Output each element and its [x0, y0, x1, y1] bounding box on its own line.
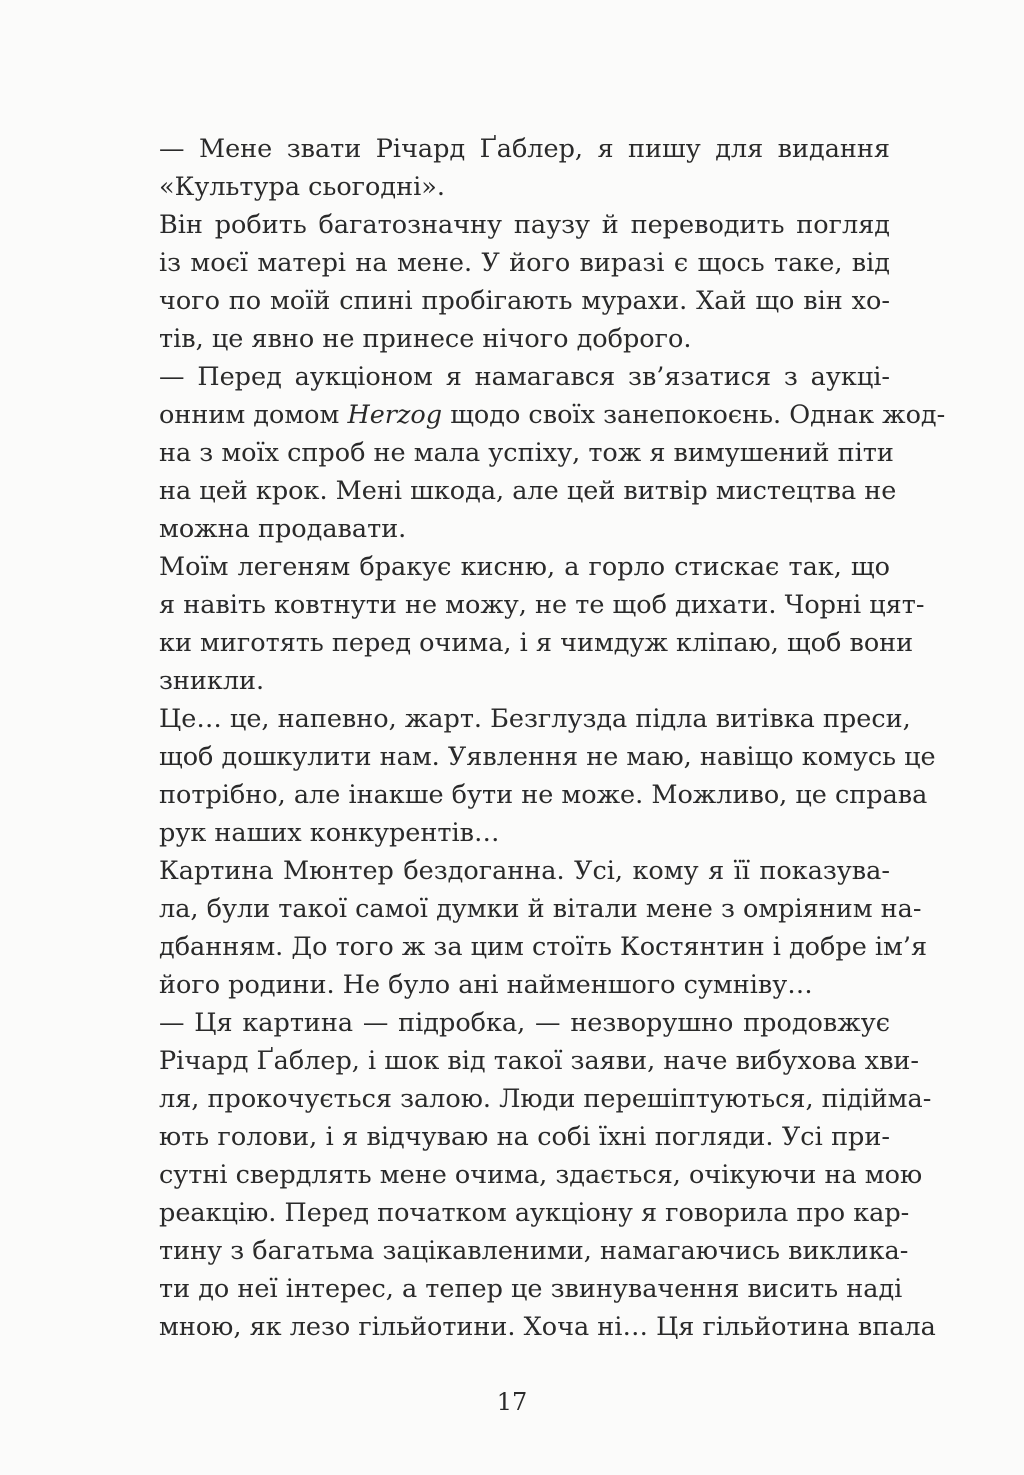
text-line: Це… це, напевно, жарт. Безглузда підла витівка преси, [159, 704, 911, 734]
text-fragment: онним домом [159, 400, 348, 430]
text-line: Моїм легеням бракує кисню, а горло стискає так, що [159, 552, 890, 582]
text-line: Картина Мюнтер бездоганна. Усі, кому я її показува- [159, 856, 890, 886]
text-line: тину з багатьма зацікавленими, намагаючись виклика- [159, 1236, 909, 1266]
text-line: чого по моїй спині пробігають мурахи. Хай що він хо- [159, 286, 890, 316]
text-line: щоб дошкулити нам. Уявлення не маю, навіщо комусь це [159, 742, 936, 772]
text-line: сутні свердлять мене очима, здається, очікуючи на мою [159, 1160, 923, 1190]
text-line: можна продавати. [159, 514, 407, 544]
text-line: потрібно, але інакше бути не може. Можливо, це справа [159, 780, 928, 810]
text-line: Річард Ґаблер, і шок від такої заяви, наче вибухова хви- [159, 1046, 920, 1076]
paragraph-5 [115, 700, 936, 852]
text-line [115, 396, 946, 434]
text-line: на з моїх спроб не мала успіху, тож я вимушений піти [159, 438, 894, 468]
paragraph-3 [115, 358, 946, 548]
text-line: ки миготять перед очима, і я чимдуж кліпаю, щоб вони [159, 628, 914, 658]
text-line: ти до неї інтерес, а тепер це звинувачення висить наді [159, 1274, 903, 1304]
text-fragment: щодо своїх занепокоєнь. Однак жод- [442, 400, 946, 430]
text-line: Він робить багатозначну паузу й переводить погляд [159, 210, 890, 240]
text-line: із моєї матері на мене. У його виразі є щось таке, від [159, 248, 890, 278]
text-line: рук наших конкурентів… [159, 818, 500, 848]
text-line: ють голови, і я відчуваю на собі їхні погляди. Усі при- [159, 1122, 890, 1152]
paragraph-1 [115, 130, 890, 206]
text-line: дбанням. До того ж за цим стоїть Костянтин і добре ім’я [159, 932, 928, 962]
paragraph-6 [115, 852, 928, 1004]
text-line: — Ця картина — підробка, — незворушно продовжує [159, 1008, 890, 1038]
paragraph-7 [115, 1004, 936, 1346]
text-line: ля, прокочується залою. Люди перешіптуються, підійма- [159, 1084, 932, 1114]
paragraph-2 [115, 206, 890, 358]
text-line: тів, це явно не принесе нічого доброго. [159, 324, 692, 354]
body-text [115, 130, 946, 1346]
text-line: на цей крок. Мені шкода, але цей витвір мистецтва не [159, 476, 897, 506]
text-line: мною, як лезо гільйотини. Хоча ні… Ця гільйотина впала [159, 1312, 936, 1342]
text-line: я навіть ковтнути не можу, не те щоб дихати. Чорні цят- [159, 590, 925, 620]
text-line: «Культура сьогодні». [159, 172, 445, 202]
text-line: зникли. [159, 666, 265, 696]
page-number: 17 [496, 1388, 528, 1416]
paragraph-4 [115, 548, 925, 700]
text-line: його родини. Не було ані найменшого сумніву… [159, 970, 813, 1000]
text-line: — Мене звати Річард Ґаблер, я пишу для видання [159, 134, 890, 164]
auction-house-name: Herzog [347, 400, 443, 430]
text-line: реакцію. Перед початком аукціону я говорила про кар- [159, 1198, 910, 1228]
text-line: — Перед аукціоном я намагався зв’язатися з аукці- [159, 362, 890, 392]
text-line: ла, були такої самої думки й вітали мене з омріяним на- [159, 894, 922, 924]
